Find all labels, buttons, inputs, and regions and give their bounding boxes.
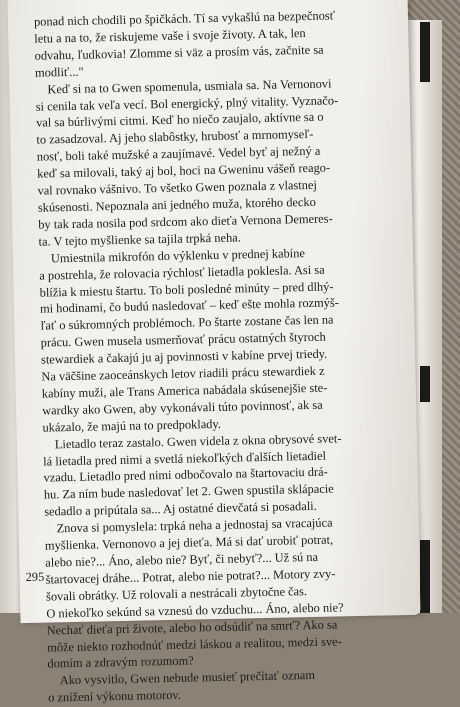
text-line: skúsenosti. Nepoznala ani jedného muža, ktorého decko [37, 194, 316, 215]
page-number: 295 [25, 569, 45, 585]
text-line: sedadlo a pripútala sa... Aj ostatné dievčatá si posadali. [44, 499, 317, 519]
text-line: a postrehla, že rolovacia rýchlosť lietadla poklesla. Asi sa [39, 262, 325, 283]
text-line: štartovacej dráhe... Potrat, alebo nie potrat?... Motory zvy- [45, 566, 336, 587]
text-line: Lietadlo teraz zastalo. Gwen videla z okna obrysové svet- [54, 431, 342, 452]
text-line: o znížení výkonu motorov. [48, 688, 181, 705]
text-line: ľať o súkromných problémoch. Po štarte zostane čas len na [40, 312, 334, 333]
text-line: myšlienka. Vernonovo a jej dieťa. Má si dať urobiť potrat, [44, 532, 334, 553]
text-line: vzadu. Lietadlo pred nimi odbočovalo na štartovaciu drá- [43, 465, 328, 486]
text-line: kabíny muži, ale Trans America nabádala skúsenejšie ste- [41, 380, 328, 401]
text-line: šovali obrátky. Už rolovali a nestrácali zbytočne čas. [45, 583, 308, 604]
text-line: prácu. Gwen musela usmerňovať prácu ostatných štyroch [40, 329, 326, 350]
text-line: hu. Za ním bude nasledovať let 2. Gwen spustila sklápacie [43, 481, 334, 502]
text-line: ponad nich chodili po špičkách. Tí sa vykašlú na bezpečnosť [33, 8, 336, 29]
cover-band-middle [420, 366, 430, 402]
text-line: Keď si na to Gwen spomenula, usmiala sa. Na Vernonovi [47, 76, 332, 97]
book-page [7, 0, 420, 705]
text-line: by tak rada nosila pod srdcom ako dieťa Vernona Demeres- [38, 211, 333, 232]
text-line: stewardiek a čakajú ju aj povinnosti v kabíne prvej triedy. [40, 346, 328, 367]
text-line: odvahu, ľudkovia! Zlomme si väz a prosím vás, začnite sa [34, 42, 324, 63]
text-line: O niekoľko sekúnd sa vznesú do vzduchu... Áno, alebo nie? [46, 600, 344, 621]
text-line: val rovnako vášnivo. To všetko Gwen poznala z vlastnej [37, 177, 317, 198]
text-line: Ako vysvitlo, Gwen nebude musieť prečítať oznam [59, 668, 316, 688]
text-line: Na väčšine zaoceánskych letov riadili prácu stewardiek z [41, 363, 325, 384]
text-line: ukázalo, že majú na to predpoklady. [42, 416, 222, 435]
text-line: blížia k miestu štartu. To boli posledné minúty – pred dlhý- [39, 278, 334, 300]
cover-band-bottom [420, 540, 430, 613]
text-line: ta. V tejto myšlienke sa tajila trpká neha. [38, 230, 241, 249]
text-line: alebo nie?... Áno, alebo nie? Byť, či nebyť?... Už sú na [45, 549, 319, 570]
text-line: wardky ako Gwen, aby vykonávali túto povinnosť, ak sa [41, 397, 323, 418]
page-body-text [34, 7, 392, 707]
text-line: domím a zdravým rozumom? [47, 653, 194, 672]
text-line: nosť, boli také mužské a zaujímavé. Vedel byť aj nežný a [36, 143, 321, 164]
text-line: to zasadzoval. Aj jeho slabôstky, hrubosť a mrnomyseľ- [36, 127, 314, 148]
text-line: lá lietadla pred nimi a svetlá niekoľkých ďalších lietadiel [43, 448, 327, 469]
text-line: Znova si pomyslela: trpká neha a jednostaj sa vracajúca [56, 515, 333, 536]
text-line: modliť..." [34, 64, 84, 80]
text-line: si cenila tak veľa vecí. Bol energický, plný vitality. Vyznačo- [35, 92, 339, 114]
text-line: keď sa milovali, taký aj bol, hoci na Gweninu vášeň reago- [37, 160, 331, 181]
text-line: Nechať dieťa pri živote, alebo ho odsúdiť na smrť? Ako sa [46, 617, 338, 638]
text-line: val sa búrlivými citmi. Keď ho niečo zaujalo, aktívne sa o [35, 110, 324, 131]
cover-band-top [420, 22, 430, 82]
text-line: letu a na to, že riskujeme vaše i svoje životy. A tak, len [34, 25, 306, 46]
text-line: mi hodinami, čo budú nasledovať – keď ešte mohla rozmýš- [39, 295, 340, 317]
text-line: Umiestnila mikrofón do výklenku v prednej kabíne [50, 245, 306, 266]
text-line: môže niekto rozhodnúť medzi láskou a realitou, medzi sve- [46, 633, 342, 655]
